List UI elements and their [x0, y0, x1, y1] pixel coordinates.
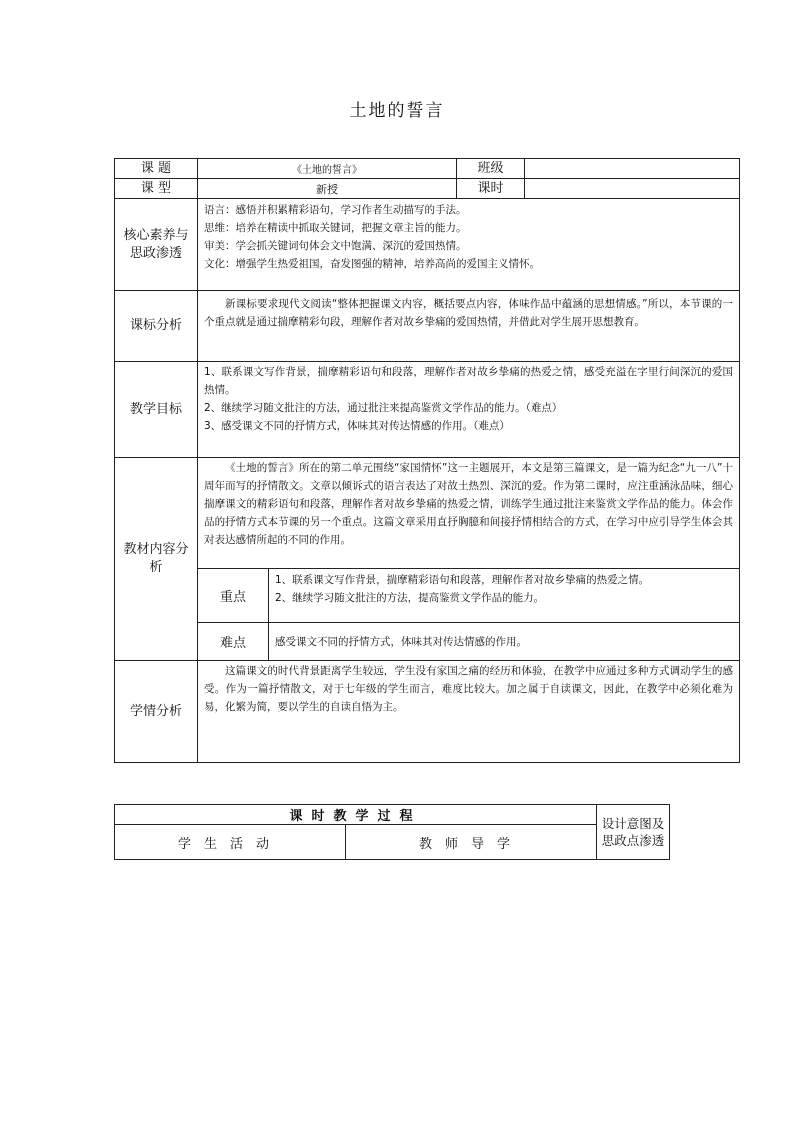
standard-cell [198, 291, 740, 362]
student-cell [198, 661, 740, 763]
period-value [525, 179, 740, 199]
student-label: 学情分析 [115, 661, 198, 763]
type-value: 新授 [198, 179, 457, 199]
goal-1: 1、联系课文写作背景，揣摩精彩语句和段落，理解作者对故乡挚痛的热爱之情，感受充溢在字里行间深沉的爱国热情。 [204, 366, 733, 396]
student-activity-label: 学生活动 [115, 825, 346, 860]
literacy-thinking: 思维：培养在精读中抓取关键词，把握文章主旨的能力。 [204, 222, 467, 234]
standard-label: 课标分析 [115, 291, 198, 362]
content-text: 《土地的誓言》所在的第二单元围绕“家国情怀”这一主题展开，本文是第三篇课文，是一篇为纪念“九一八”十周年而写的抒情散文。文章以倾诉式的语言表达了对故土热烈、深沉的爱。作为第二课时，应注重涵泳品味，细心揣摩课文的精彩语句和段落，理解作者对故乡挚痛的热爱之情，训练学生通过批注来鉴赏文学作品的能力。体会作品的抒情方式本节课的另一个重点。这篇文章采用直抒胸臆和间接抒情相结合的方式，在学习中应引导学生体会其对表达感情所起的不同的作用。 [204, 462, 733, 546]
type-label: 课 型 [115, 179, 198, 199]
goals-label: 教学目标 [115, 362, 198, 458]
topic-label: 课 题 [115, 159, 198, 179]
period-label: 课时 [457, 179, 525, 199]
literacy-label: 核心素养与思政渗透 [115, 199, 198, 291]
teaching-process-table [114, 804, 670, 860]
design-intent-label: 设计意图及思政点渗透 [597, 805, 670, 860]
goal-2: 2、继续学习随文批注的方法，通过批注来提高鉴赏文学作品的能力。（难点） [204, 402, 563, 414]
topic-value: 《土地的誓言》 [198, 159, 457, 179]
literacy-culture: 文化：增强学生热爱祖国，奋发图强的精神，培养高尚的爱国主义情怀。 [204, 258, 540, 270]
literacy-language: 语言：感悟并积累精彩语句，学习作者生动描写的手法。 [204, 204, 467, 216]
literacy-cell [198, 199, 740, 291]
content-label: 教材内容分析 [115, 458, 198, 661]
class-label: 班级 [457, 159, 525, 179]
class-value [525, 159, 740, 179]
goal-3: 3、感受课文不同的抒情方式，体味其对传达情感的作用。（难点） [204, 420, 510, 432]
lesson-info-table [114, 158, 740, 763]
key-point-2: 2、继续学习随文批注的方法，提高鉴赏文学作品的能力。 [275, 592, 545, 604]
difficulty-label: 难点 [198, 623, 269, 661]
goals-cell [198, 362, 740, 458]
content-cell [198, 458, 740, 569]
process-header: 课时教学过程 [115, 805, 597, 825]
key-cell [269, 569, 740, 623]
literacy-aesthetics: 审美：学会抓关键词句体会文中饱满、深沉的爱国热情。 [204, 240, 467, 252]
standard-text: 新课标要求现代文阅读“整体把握课文内容，概括要点内容，体味作品中蕴涵的思想情感。”所以，本节课的一个重点就是通过揣摩精彩句段，理解作者对故乡挚痛的爱国热情，并借此对学生展开思想教育。 [204, 298, 733, 328]
student-text: 这篇课文的时代背景距离学生较远，学生没有家国之痛的经历和体验，在教学中应通过多种方式调动学生的感受。作为一篇抒情散文，对于七年级的学生而言，难度比较大。加之属于自读课文，因此，在教学中必须化难为易，化繁为简，要以学生的自读自悟为主。 [204, 665, 733, 713]
key-label: 重点 [198, 569, 269, 623]
difficulty-text: 感受课文不同的抒情方式，体味其对传达情感的作用。 [269, 623, 740, 661]
teacher-guidance-label: 教师导学 [346, 825, 597, 860]
document-title: 土地的誓言 [349, 101, 445, 121]
key-point-1: 1、联系课文写作背景，揣摩精彩语句和段落，理解作者对故乡挚痛的热爱之情。 [275, 574, 650, 586]
